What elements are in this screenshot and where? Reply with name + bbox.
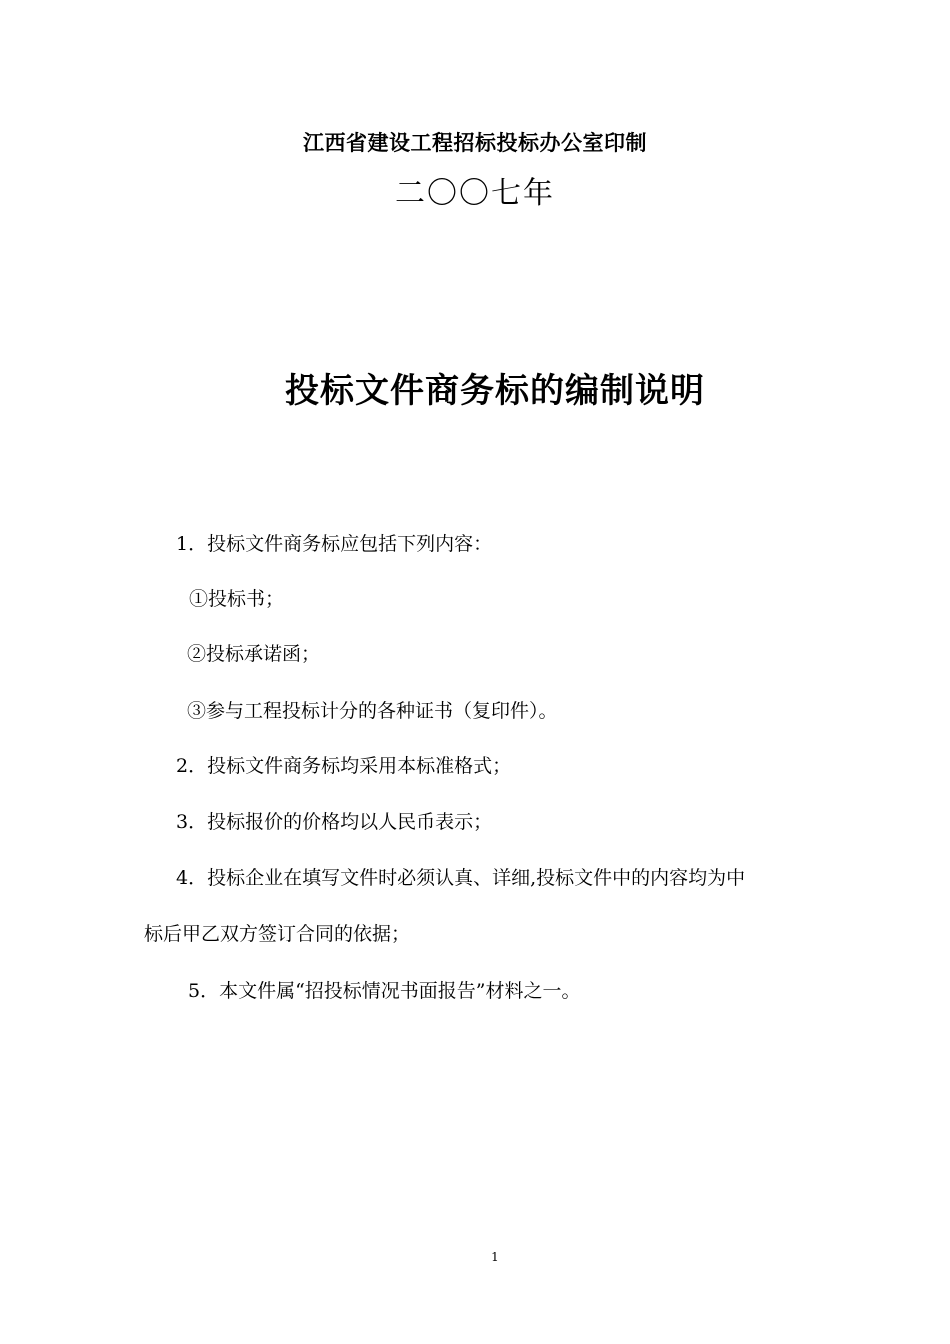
list-item-4-continuation: 标后甲乙双方签订合同的依据； bbox=[144, 923, 411, 945]
document-title: 投标文件商务标的编制说明 bbox=[285, 371, 705, 411]
list-item-4: 4．投标企业在填写文件时必须认真、详细,投标文件中的内容均为中 bbox=[176, 867, 746, 889]
list-subitem-2: ②投标承诺函； bbox=[187, 643, 321, 665]
list-subitem-3: ③参与工程投标计分的各种证书（复印件）。 bbox=[187, 700, 558, 722]
list-item-5: 5．本文件属“招投标情况书面报告”材料之一。 bbox=[188, 980, 581, 1002]
list-item-3: 3．投标报价的价格均以人民币表示； bbox=[176, 811, 493, 833]
list-subitem-1: ①投标书； bbox=[189, 588, 285, 610]
year-line: 二〇〇七年 bbox=[395, 176, 555, 211]
issuer-line: 江西省建设工程招标投标办公室印制 bbox=[303, 131, 647, 155]
list-item-2: 2．投标文件商务标均采用本标准格式； bbox=[176, 755, 512, 777]
page-number: 1 bbox=[491, 1250, 499, 1264]
list-item-1: 1．投标文件商务标应包括下列内容： bbox=[176, 533, 493, 555]
